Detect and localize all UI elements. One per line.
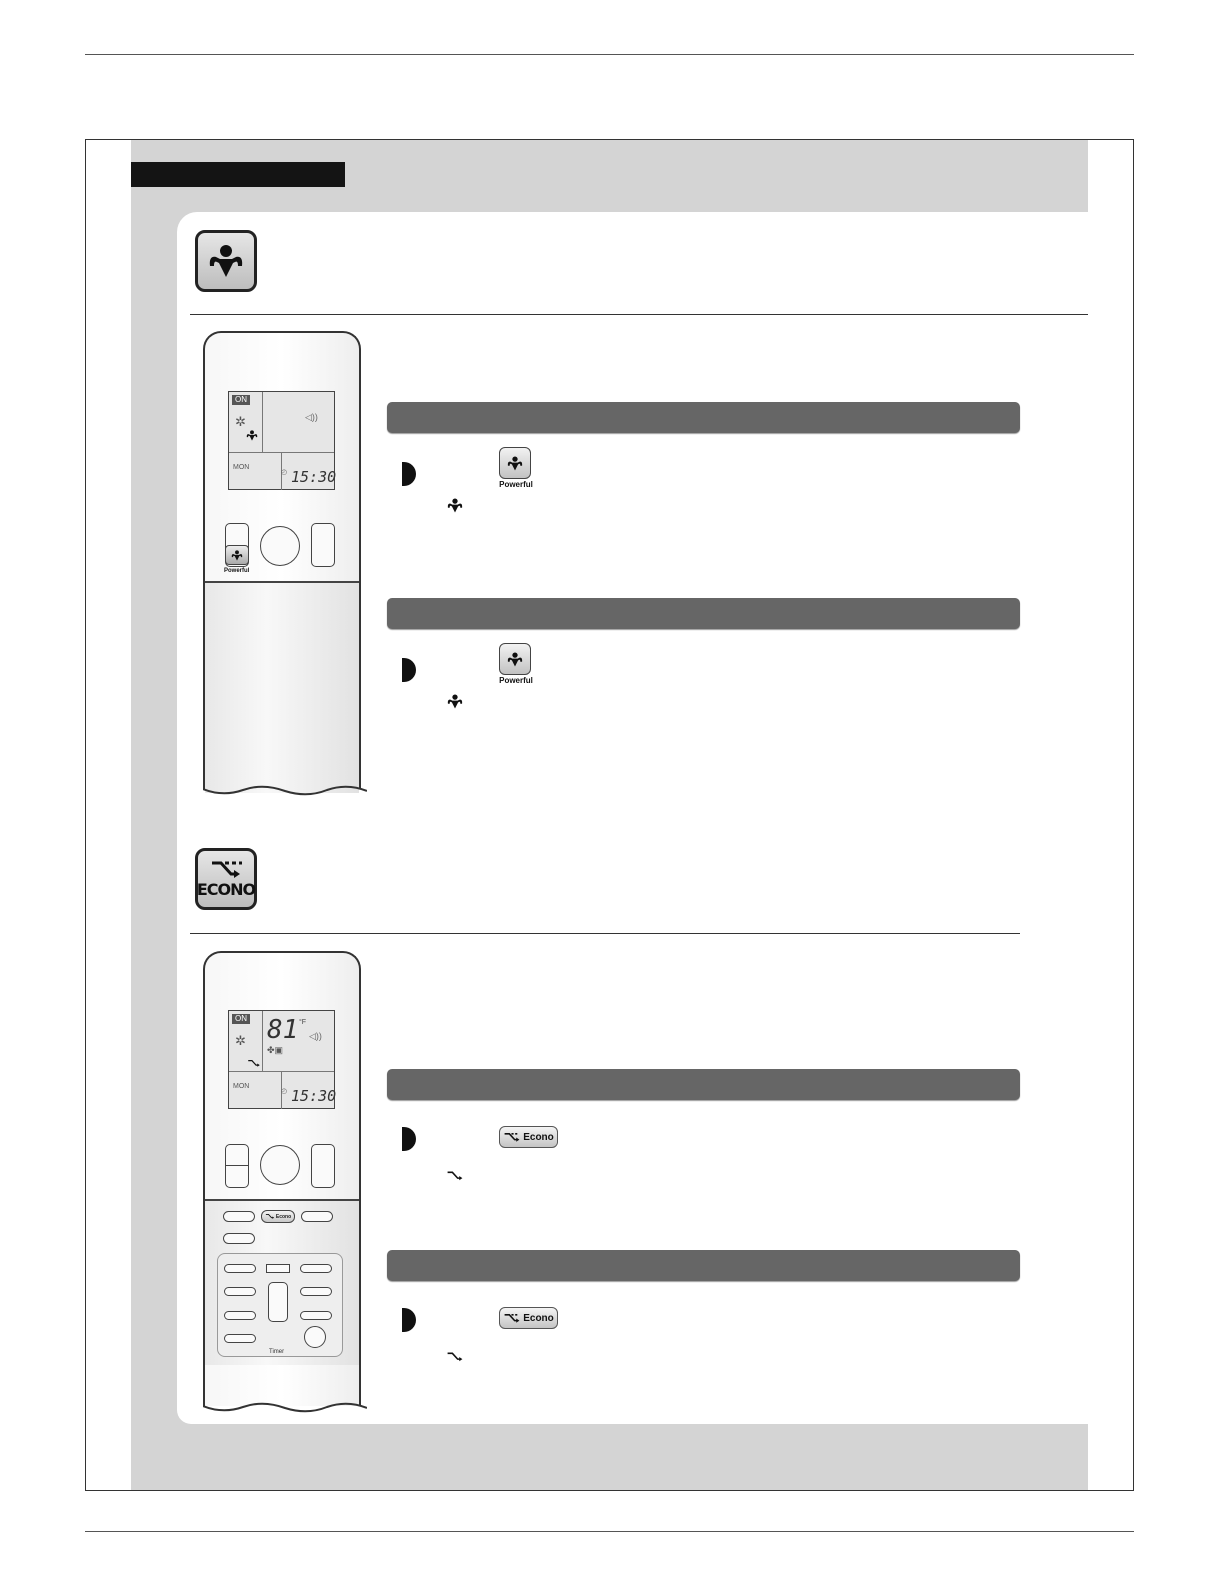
lcd-cool-icon: ✲	[235, 414, 246, 429]
remote-temp-divider	[225, 1165, 249, 1166]
remote-select-button[interactable]	[268, 1282, 288, 1322]
lcd-clock-icon: ◴	[281, 469, 288, 476]
econo-icon-text: ECONO	[196, 880, 256, 899]
remote-small-button[interactable]	[300, 1264, 332, 1273]
lcd-day: MON	[233, 1083, 250, 1090]
lcd-signal-icon: ◁))	[305, 412, 318, 422]
econo-display-icon	[446, 1351, 464, 1363]
powerful-icon	[506, 652, 524, 667]
remote-round-button[interactable]	[304, 1326, 326, 1348]
lcd-divider	[262, 1011, 263, 1071]
econo-icon	[503, 1313, 521, 1324]
top-rule	[85, 54, 1134, 55]
econo-button[interactable]	[499, 1307, 558, 1329]
powerful-button-label: Powerful	[499, 676, 533, 685]
econo-arrow-icon	[209, 860, 243, 880]
remote-small-button[interactable]	[224, 1334, 256, 1343]
lcd-econo-icon	[247, 1059, 261, 1068]
econo-section-divider	[190, 933, 1020, 934]
econo-button-label: Econo	[523, 1312, 554, 1324]
powerful-button[interactable]	[499, 447, 531, 479]
powerful-icon	[506, 456, 524, 471]
lcd-clock-icon: ◴	[281, 1088, 288, 1095]
remote-timer-label: Timer	[269, 1349, 285, 1355]
remote-onoff-button[interactable]	[260, 1145, 300, 1185]
lcd-cool-icon: ✲	[235, 1033, 246, 1048]
lcd-on-indicator: ON	[232, 395, 250, 405]
remote-timer-group	[217, 1253, 343, 1357]
powerful-button[interactable]	[499, 643, 531, 675]
remote-powerful-button[interactable]	[225, 545, 249, 565]
remote-lcd-display	[228, 391, 335, 490]
powerful-display-icon	[446, 498, 464, 513]
lcd-time: 15:30	[291, 1087, 337, 1105]
powerful-cancel-bar	[387, 598, 1020, 629]
remote-small-button[interactable]	[266, 1264, 290, 1273]
lcd-temperature: 81	[267, 1015, 299, 1045]
econo-button-label: Econo	[523, 1131, 554, 1143]
remote-lower-cover	[205, 581, 359, 793]
remote-small-button[interactable]	[224, 1311, 256, 1320]
econo-mode-icon	[195, 848, 257, 910]
powerful-section-divider	[190, 314, 1088, 315]
remote-control-econo	[203, 951, 361, 1406]
powerful-figure-icon	[206, 244, 246, 278]
bottom-rule	[85, 1531, 1134, 1532]
lcd-day: MON	[233, 464, 250, 471]
powerful-mode-icon	[195, 230, 257, 292]
remote-button-panel	[205, 1199, 359, 1365]
remote-small-button[interactable]	[300, 1287, 332, 1296]
remote-torn-edge	[203, 785, 367, 799]
remote-lcd-display	[228, 1010, 335, 1109]
remote-button-right[interactable]	[311, 1144, 335, 1188]
powerful-display-icon	[446, 694, 464, 709]
lcd-fan-icon: ✤▣	[267, 1045, 284, 1055]
econo-display-icon	[446, 1170, 464, 1182]
econo-cancel-bar	[387, 1250, 1020, 1281]
powerful-button-label: Powerful	[499, 480, 533, 489]
econo-start-bar	[387, 1069, 1020, 1100]
remote-temp-button[interactable]	[225, 1144, 249, 1188]
remote-small-button[interactable]	[300, 1311, 332, 1320]
lcd-signal-icon: ◁))	[309, 1031, 322, 1041]
remote-small-button[interactable]	[223, 1211, 255, 1222]
remote-small-button[interactable]	[224, 1287, 256, 1296]
remote-button-right[interactable]	[311, 523, 335, 567]
lcd-powerful-icon	[245, 430, 259, 441]
econo-icon	[265, 1213, 275, 1220]
lcd-divider	[262, 392, 263, 452]
remote-small-button[interactable]	[223, 1233, 255, 1244]
lcd-time: 15:30	[291, 468, 337, 486]
remote-powerful-label: Powerful	[224, 568, 250, 574]
powerful-icon	[230, 550, 244, 561]
remote-torn-edge	[203, 1402, 367, 1416]
section-header-tab	[131, 162, 345, 187]
lcd-on-indicator: ON	[232, 1014, 250, 1024]
econo-button[interactable]	[499, 1126, 558, 1148]
remote-econo-button[interactable]	[261, 1210, 295, 1223]
econo-icon	[503, 1132, 521, 1143]
remote-onoff-button[interactable]	[260, 526, 300, 566]
powerful-start-bar	[387, 402, 1020, 433]
remote-econo-label: Econo	[275, 1213, 292, 1220]
remote-small-button[interactable]	[301, 1211, 333, 1222]
remote-small-button[interactable]	[224, 1264, 256, 1273]
lcd-temperature-unit: °F	[299, 1019, 307, 1026]
remote-control-powerful	[203, 331, 361, 789]
